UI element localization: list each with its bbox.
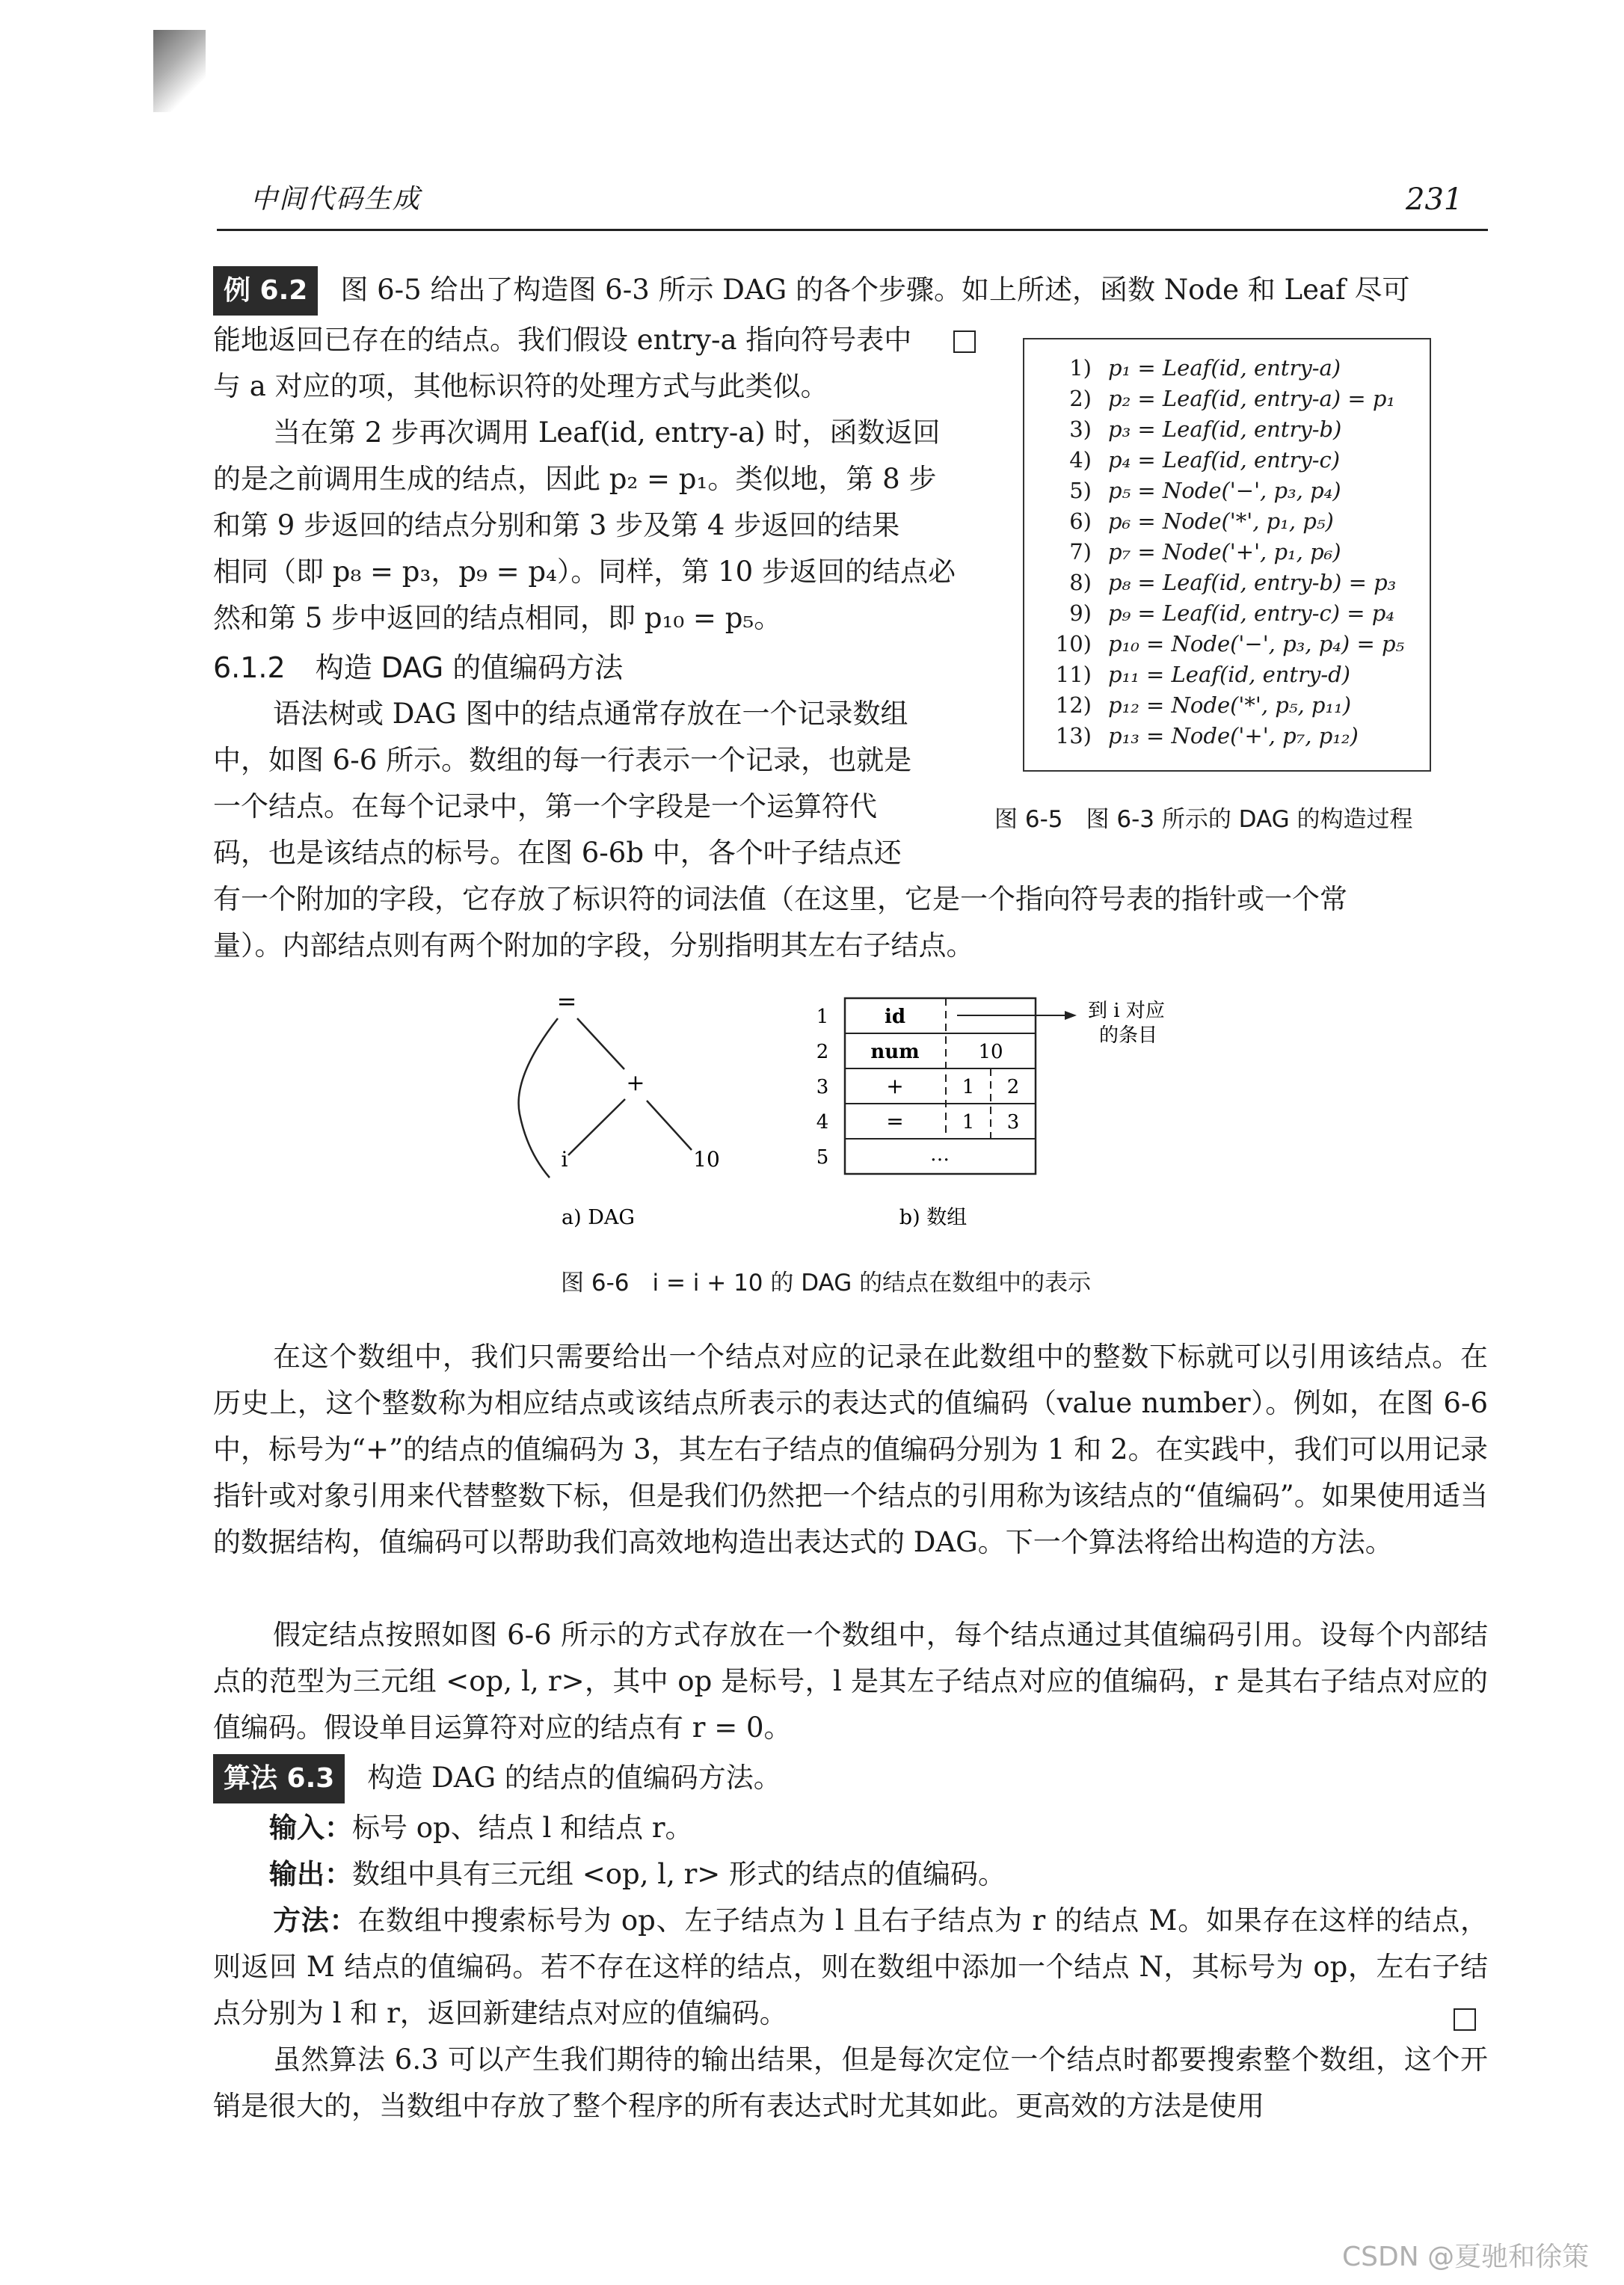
example-line: 与 a 对应的项，其他标识符的处理方式与此类似。: [213, 370, 828, 402]
array-cell-op: +: [886, 1074, 904, 1098]
dag-subcaption: a) DAG: [562, 1206, 635, 1229]
array-row-index: 4: [816, 1111, 829, 1134]
algorithm-output: [269, 1851, 1006, 1898]
running-header-title: 中间代码生成: [250, 184, 422, 215]
end-of-example-square: [953, 330, 976, 353]
figure-6-5-step: 5) p₅ = Node('−', p₃, p₄): [1069, 478, 1341, 503]
algorithm-input: [269, 1805, 693, 1851]
example-body: [213, 317, 976, 642]
figure-6-5-box: [1023, 338, 1431, 772]
array-cell-op: …: [930, 1143, 950, 1166]
figure-6-5-step: 11) p₁₁ = Leaf(id, entry-d): [1055, 662, 1350, 687]
array-cell-left: 1: [962, 1076, 975, 1098]
section-paragraph-narrow: [213, 691, 976, 876]
symbol-table-arrow-head: [1065, 1011, 1077, 1020]
array-cell-right: 2: [1006, 1076, 1020, 1098]
figure-6-5-step: 8) p₈ = Leaf(id, entry-b) = p₃: [1069, 570, 1397, 595]
algorithm-method-label: 方法：: [273, 1904, 358, 1937]
array-cell-op: =: [886, 1109, 904, 1134]
body-paragraph: 假定结点按照如图 6-6 所示的方式存放在一个数组中，每个结点通过其值编码引用。设每个内部结点的范型为三元组 <op, l, r>，其中 op 是标号，l 是其左子结点对应的值编码，r 是其右子结点对应的值编码。假设单目运算符对应的结点有 r = 0。: [213, 1619, 1488, 1744]
body-paragraph: 在这个数组中，我们只需要给出一个结点对应的记录在此数组中的整数下标就可以引用该结点。在历史上，这个整数称为相应结点或该结点所表示的表达式的值编码（value number）。例如，在图 6-6 中，标号为“+”的结点的值编码为 3，其左右子结点的值编码分别为 1 和 2。在实践中，我们可以用记录指针或对象引用来代替整数下标，但是我们仍然把一个结点的引用称为该结点的“值编码”。如果使用适当的数据结构，值编码可以帮助我们高效地构造出表达式的 DAG。下一个算法将给出构造的方法。: [213, 1341, 1489, 1558]
figure-6-5-step: 12) p₁₂ = Node('*', p₅, p₁₁): [1055, 692, 1352, 718]
scan-corner-mark: [153, 30, 206, 112]
algorithm-title: 构造 DAG 的结点的值编码方法。: [367, 1762, 781, 1794]
array-cell-value: 10: [978, 1041, 1003, 1063]
section-line: 量）。内部结点则有两个附加的字段，分别指明其左右子结点。: [213, 929, 974, 962]
section-number: 6.1.2: [213, 651, 286, 684]
example-last-text: 然和第 5 步中返回的结点相同，即 p₁₀ = p₅。: [213, 602, 782, 634]
example-line: [213, 595, 976, 642]
section-title: 构造 DAG 的值编码方法: [315, 651, 624, 684]
array-cell-op: id: [884, 1006, 906, 1028]
dag-edge-plus-to-10: [647, 1101, 692, 1150]
algorithm-input-text: 标号 op、结点 l 和结点 r。: [352, 1812, 693, 1844]
value-number-array: [816, 998, 1165, 1174]
example-first-line: [213, 266, 1488, 316]
end-of-algorithm-square: [1454, 2008, 1476, 2031]
page-number: 231: [1406, 182, 1463, 217]
section-line: 一个结点。在每个记录中，第一个字段是一个运算符代: [213, 790, 877, 822]
section-line: 中，如图 6-6 所示。数组的每一行表示一个记录，也就是: [213, 744, 912, 776]
array-row-index: 3: [816, 1076, 829, 1098]
algorithm-output-label: 输出：: [269, 1858, 352, 1890]
array-cell-left: 1: [962, 1111, 975, 1134]
figure-6-5-step: 7) p₇ = Node('+', p₁, p₆): [1069, 539, 1341, 565]
figure-6-5-step: 6) p₆ = Node('*', p₁, p₅): [1069, 508, 1334, 534]
figure-6-6-diagram: [479, 987, 1196, 1234]
figure-6-5-caption: 图 6-5 图 6-3 所示的 DAG 的构造过程: [994, 806, 1413, 833]
example-first-text: 图 6-5 给出了构造图 6-3 所示 DAG 的各个步骤。如上所述，函数 Node 和 Leaf 尽可: [340, 274, 1410, 306]
algorithm-heading: [213, 1754, 1488, 1803]
array-subcaption: b) 数组: [899, 1206, 968, 1229]
arrow-note: 的条目: [1099, 1024, 1158, 1047]
dag-node-root: =: [556, 987, 577, 1015]
dag-edge-root-to-i: [519, 1018, 558, 1178]
figure-6-5-step: 9) p₉ = Leaf(id, entry-c) = p₄: [1069, 600, 1394, 626]
example-line: 和第 9 步返回的结点分别和第 3 步及第 4 步返回的结果: [213, 509, 900, 541]
final-paragraph: 虽然算法 6.3 可以产生我们期待的输出结果，但是每次定位一个结点时都要搜索整个数组，这个开销是很大的，当数组中存放了整个程序的所有表达式时尤其如此。更高效的方法是使用: [213, 2043, 1488, 2122]
algorithm-output-text: 数组中具有三元组 <op, l, r> 形式的结点的值编码。: [352, 1858, 1006, 1890]
figure-6-5-step: 3) p₃ = Leaf(id, entry-b): [1069, 416, 1342, 442]
algorithm-label: 算法 6.3: [213, 1754, 345, 1803]
figure-6-5-step: 4) p₄ = Leaf(id, entry-c): [1069, 447, 1341, 473]
array-row-index: 1: [816, 1006, 829, 1028]
section-heading: [213, 645, 653, 686]
figure-6-5-step: 1) p₁ = Leaf(id, entry-a): [1069, 355, 1341, 381]
example-line: 能地返回已存在的结点。我们假设 entry-a 指向符号表中: [213, 324, 912, 356]
array-row-index: 5: [816, 1146, 829, 1169]
algorithm-method: [213, 1898, 1488, 2037]
example-line: 的是之前调用生成的结点，因此 p₂ = p₁。类似地，第 8 步: [213, 463, 937, 495]
arrow-note: 到 i 对应: [1088, 1000, 1165, 1022]
algorithm-input-label: 输入：: [269, 1812, 352, 1844]
section-paragraph-wide: [213, 876, 1488, 969]
dag-node-plus: +: [626, 1070, 645, 1096]
dag-edge-plus-to-i: [568, 1099, 625, 1155]
array-row-index: 2: [816, 1041, 829, 1063]
algorithm-method-text: 在数组中搜索标号为 op、左子结点为 l 且右子结点为 r 的结点 M。如果存在这样的结点，则返回 M 结点的值编码。若不存在这样的结点，则在数组中添加一个结点 N，其标号为 op，左右子结点分别为 l 和 r，返回新建结点对应的值编码。: [213, 1904, 1489, 2029]
watermark: CSDN @夏驰和徐策: [1342, 2242, 1590, 2272]
array-cell-op: num: [870, 1041, 920, 1063]
figure-6-5-step: 10) p₁₀ = Node('−', p₃, p₄) = p₅: [1055, 631, 1405, 656]
header-rule: [217, 229, 1488, 231]
example-label: 例 6.2: [213, 266, 318, 316]
section-line: 有一个附加的字段，它存放了标识符的词法值（在这里，它是一个指向符号表的指针或一个常: [213, 883, 1347, 915]
array-cell-right: 3: [1006, 1111, 1020, 1134]
dag-node-10: 10: [693, 1147, 720, 1172]
figure-6-5-step: 13) p₁₃ = Node('+', p₇, p₁₂): [1055, 723, 1359, 748]
section-line: 码，也是该结点的标号。在图 6-6b 中，各个叶子结点还: [213, 837, 902, 869]
dag-graph: [519, 987, 720, 1178]
dag-edge-root-to-plus: [577, 1018, 624, 1069]
figure-6-5-step: 2) p₂ = Leaf(id, entry-a) = p₁: [1069, 386, 1396, 411]
example-line: 当在第 2 步再次调用 Leaf(id, entry-a) 时，函数返回: [273, 416, 941, 449]
section-line: 语法树或 DAG 图中的结点通常存放在一个记录数组: [273, 698, 908, 730]
example-line: 相同（即 p₈ = p₃，p₉ = p₄）。同样，第 10 步返回的结点必: [213, 556, 956, 588]
dag-node-i: i: [561, 1147, 568, 1172]
figure-6-6-caption: 图 6-6 i = i + 10 的 DAG 的结点在数组中的表示: [561, 1270, 1092, 1297]
